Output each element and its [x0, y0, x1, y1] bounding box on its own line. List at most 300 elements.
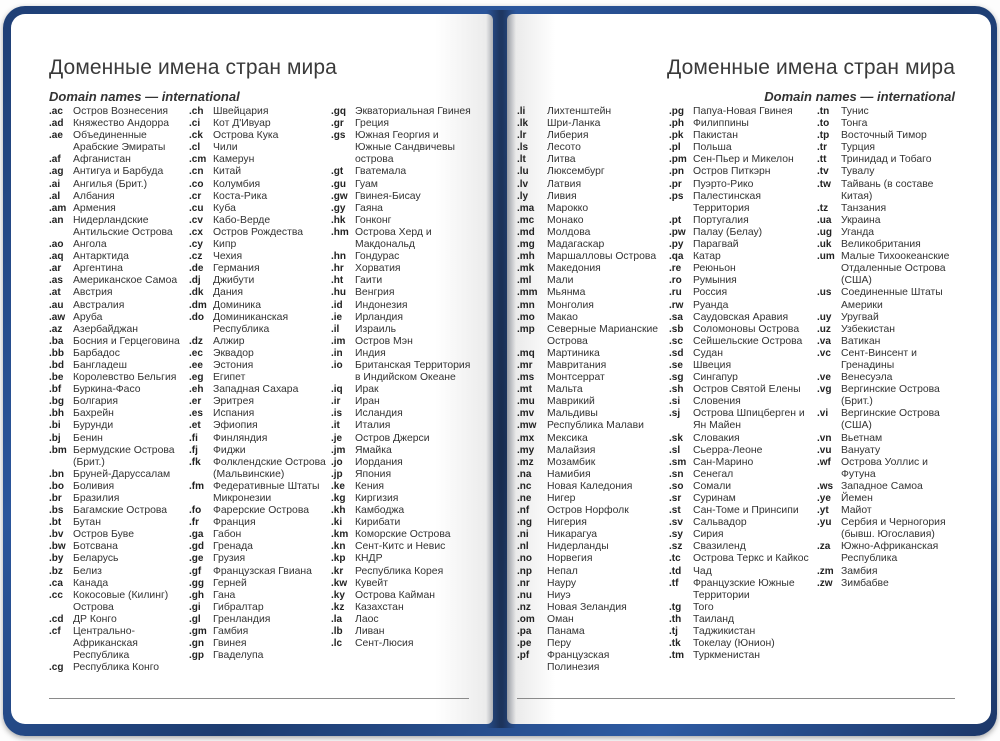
country-name: Туркменистан	[693, 650, 760, 662]
country-name: Белиз	[73, 565, 102, 577]
domain-entry	[49, 469, 194, 481]
country-name: Фиджи	[213, 444, 246, 456]
country-name: Сейшельские Острова	[693, 335, 803, 347]
domain-entry	[49, 445, 194, 469]
country-name: Республика Корея	[355, 565, 444, 577]
country-name: Сент-Винсент и Гренадины	[841, 347, 917, 371]
domain-code: .jo	[331, 456, 343, 468]
country-name: Пуэрто-Рико	[693, 178, 754, 190]
country-name: Сальвадор	[693, 517, 747, 529]
country-name: Гаяна	[355, 202, 383, 214]
country-name: Доминика	[213, 299, 261, 311]
country-name: Пакистан	[693, 130, 738, 142]
domain-entry	[331, 118, 476, 130]
domain-code: .na	[517, 468, 532, 480]
country-name: Нигер	[547, 493, 576, 504]
domain-entry	[189, 130, 334, 142]
domain-entry	[189, 590, 334, 602]
domain-code: .de	[189, 263, 204, 275]
domain-code: .cf	[49, 626, 61, 638]
country-name: Молдова	[547, 226, 591, 238]
domain-entry	[49, 517, 194, 529]
domain-entry	[817, 215, 962, 227]
country-name: Сомали	[693, 480, 732, 492]
domain-code: .tr	[817, 142, 827, 154]
domain-code: .al	[49, 190, 61, 202]
country-name: Беларусь	[73, 553, 119, 565]
domain-entry	[517, 263, 662, 275]
domain-code: .cx	[189, 226, 203, 238]
country-name: Гуам	[355, 178, 378, 190]
domain-entry	[331, 408, 476, 420]
country-name: Мозамбик	[547, 456, 596, 468]
country-name: Фолклендские Острова (Мальвинские)	[213, 456, 326, 480]
country-name: Гонконг	[355, 214, 392, 226]
domain-entry	[517, 650, 662, 674]
country-name: Боливия	[73, 480, 115, 492]
domain-code: .to	[817, 118, 830, 130]
country-name: Вергинские Острова (Брит.)	[841, 384, 940, 408]
country-name: Того	[693, 601, 714, 613]
domain-code: .cr	[189, 190, 202, 202]
domain-entry	[189, 578, 334, 590]
country-name: Федеративные Штаты Микронезии	[213, 480, 320, 504]
country-name: Кувейт	[355, 577, 388, 589]
domain-code: .si	[669, 396, 681, 408]
domain-entry	[517, 300, 662, 312]
domain-entry	[669, 166, 814, 178]
country-name: Сент-Китс и Невис	[355, 541, 446, 553]
domain-code: .sa	[669, 311, 683, 323]
domain-entry	[817, 384, 962, 408]
domain-code: .mx	[517, 432, 535, 444]
country-name: Таджикистан	[693, 626, 756, 638]
domain-code: .ir	[331, 396, 341, 408]
domain-code: .lv	[517, 178, 529, 190]
domain-entry	[517, 191, 662, 203]
domain-entry	[817, 106, 962, 118]
country-name: Объединенные Арабские Эмираты	[73, 130, 166, 154]
domain-entry	[517, 154, 662, 166]
domain-code: .no	[517, 553, 532, 565]
country-name: Кабо-Верде	[213, 214, 271, 226]
country-name: Камбоджа	[355, 505, 405, 517]
country-name: Гватемала	[355, 166, 407, 178]
country-name: Сан-Томе и Принсипи	[693, 505, 799, 517]
country-name: Бруней-Даруссалам	[73, 468, 171, 480]
domain-code: .zm	[817, 565, 834, 577]
domain-code: .ky	[331, 589, 345, 601]
domain-code: .ba	[49, 335, 64, 347]
domain-code: .fj	[189, 444, 198, 456]
country-name: Южная Георгия и Южные Сандвичевы острова	[355, 130, 456, 166]
domain-code: .pg	[669, 106, 684, 117]
domain-code: .gd	[189, 541, 204, 553]
domain-entry	[331, 493, 476, 505]
country-name: Гибралтар	[213, 601, 264, 613]
domain-entry	[331, 360, 476, 384]
domain-code: .wf	[817, 456, 831, 468]
country-name: Германия	[213, 263, 260, 275]
domain-entry	[331, 517, 476, 529]
domain-entry	[517, 433, 662, 445]
domain-entry	[331, 275, 476, 287]
domain-entry	[517, 275, 662, 287]
domain-code: .ao	[49, 239, 64, 251]
domain-code: .ly	[517, 190, 529, 202]
page-divider	[517, 698, 955, 699]
domain-column	[189, 106, 334, 662]
country-name: Шри-Ланка	[547, 118, 601, 130]
country-name: Никарагуа	[547, 529, 598, 541]
country-name: Чили	[213, 142, 238, 154]
country-name: Республика Конго	[73, 662, 160, 674]
domain-entry	[669, 106, 814, 118]
domain-code: .mg	[517, 239, 535, 251]
country-name: Филиппины	[693, 118, 749, 130]
domain-entry	[189, 166, 334, 178]
domain-entry	[517, 469, 662, 481]
domain-entry	[189, 215, 334, 227]
country-name: Герней	[213, 577, 247, 589]
domain-entry	[189, 396, 334, 408]
domain-code: .dk	[189, 287, 204, 299]
domain-code: .nl	[517, 541, 529, 553]
country-name: Хорватия	[355, 263, 401, 275]
country-name: Бангладеш	[73, 359, 127, 371]
country-name: Малые Тихоокеанские Отдаленные Острова (США)	[841, 251, 950, 287]
domain-entry	[669, 505, 814, 517]
country-name: Мадагаскар	[547, 239, 605, 251]
domain-code: .ls	[517, 142, 529, 154]
domain-entry	[331, 300, 476, 312]
country-name: Королевство Бельгия	[73, 372, 177, 384]
domain-entry	[817, 142, 962, 154]
domain-entry	[189, 372, 334, 384]
domain-column	[817, 106, 962, 590]
domain-entry	[669, 614, 814, 626]
domain-entry	[331, 529, 476, 541]
domain-code: .mr	[517, 359, 533, 371]
domain-code: .mh	[517, 251, 535, 263]
country-name: Бахрейн	[73, 408, 114, 420]
domain-code: .gg	[189, 577, 204, 589]
domain-code: .la	[331, 613, 343, 625]
domain-code: .tc	[669, 553, 681, 565]
country-name: Кения	[355, 480, 385, 492]
country-name: Венесуэла	[841, 372, 893, 384]
page-title: Доменные имена стран мира	[49, 56, 337, 79]
domain-entry	[517, 590, 662, 602]
country-name: Монголия	[547, 299, 594, 311]
country-name: Лаос	[355, 613, 379, 625]
domain-code: .gn	[189, 638, 204, 650]
domain-code: .pn	[669, 166, 684, 178]
domain-entry	[49, 312, 194, 324]
domain-entry	[817, 154, 962, 166]
domain-entry	[669, 529, 814, 541]
domain-entry	[49, 420, 194, 432]
country-name: Джибути	[213, 275, 255, 287]
domain-entry	[331, 457, 476, 469]
domain-code: .ch	[189, 106, 204, 117]
country-name: Северные Марианские Острова	[547, 323, 659, 347]
country-name: Таиланд	[693, 613, 735, 625]
page-title: Доменные имена стран мира	[667, 56, 955, 79]
country-name: Италия	[355, 420, 391, 432]
domain-code: .gy	[331, 202, 346, 214]
domain-code: .ua	[817, 214, 832, 226]
domain-code: .cu	[189, 202, 204, 214]
domain-entry	[517, 312, 662, 324]
notebook-spine	[486, 10, 516, 728]
domain-entry	[669, 227, 814, 239]
domain-entry	[669, 433, 814, 445]
domain-code: .tt	[817, 154, 827, 166]
country-name: Норвегия	[547, 553, 593, 565]
domain-code: .az	[49, 323, 63, 335]
domain-entry	[189, 227, 334, 239]
country-name: Венгрия	[355, 287, 395, 299]
domain-entry	[517, 445, 662, 457]
country-name: Малайзия	[547, 444, 596, 456]
country-name: Южно-Африканская Республика	[841, 541, 939, 565]
domain-entry	[331, 638, 476, 650]
domain-column	[49, 106, 194, 674]
domain-entry	[517, 517, 662, 529]
domain-entry	[817, 408, 962, 432]
country-name: Бразилия	[73, 493, 120, 504]
domain-entry	[817, 505, 962, 517]
domain-entry	[189, 408, 334, 420]
country-name: Зимбабве	[841, 577, 889, 589]
domain-entry	[189, 384, 334, 396]
domain-code: .ai	[49, 178, 61, 190]
domain-code: .ms	[517, 372, 535, 384]
domain-code: .lb	[331, 626, 343, 638]
domain-entry	[669, 517, 814, 529]
country-name: Финляндия	[213, 432, 268, 444]
domain-code: .ht	[331, 275, 344, 287]
domain-code: .eh	[189, 384, 204, 396]
domain-code: .je	[331, 432, 343, 444]
country-name: Эфиопия	[213, 420, 258, 432]
country-name: Россия	[693, 287, 728, 299]
country-name: Ирландия	[355, 311, 403, 323]
domain-entry	[49, 578, 194, 590]
country-name: Уганда	[841, 226, 875, 238]
country-name: Монако	[547, 214, 584, 226]
domain-entry	[817, 445, 962, 457]
domain-code: .gp	[189, 650, 204, 662]
domain-entry	[331, 578, 476, 590]
domain-entry	[49, 324, 194, 336]
domain-entry	[189, 541, 334, 553]
domain-entry	[669, 154, 814, 166]
domain-entry	[817, 312, 962, 324]
domain-entry	[817, 566, 962, 578]
country-name: Сьерра-Леоне	[693, 444, 763, 456]
domain-entry	[189, 251, 334, 263]
domain-entry	[331, 469, 476, 481]
domain-entry	[669, 251, 814, 263]
domain-code: .se	[669, 359, 683, 371]
domain-entry	[817, 348, 962, 372]
country-name: Франция	[213, 517, 256, 529]
country-name: Сирия	[693, 529, 724, 541]
domain-entry	[669, 626, 814, 638]
domain-code: .ci	[189, 118, 201, 130]
country-name: Танзания	[841, 202, 887, 214]
domain-entry	[189, 457, 334, 481]
domain-entry	[49, 251, 194, 263]
country-name: Коста-Рика	[213, 190, 268, 202]
domain-entry	[331, 602, 476, 614]
domain-code: .fi	[189, 432, 198, 444]
domain-code: .af	[49, 154, 61, 166]
country-name: Сент-Люсия	[355, 638, 414, 650]
country-name: Намибия	[547, 468, 591, 480]
domain-entry	[189, 433, 334, 445]
domain-entry	[331, 215, 476, 227]
country-name: Чад	[693, 565, 712, 577]
domain-entry	[189, 529, 334, 541]
domain-code: .sr	[669, 493, 682, 504]
domain-code: .aq	[49, 251, 64, 263]
domain-entry	[517, 541, 662, 553]
domain-code: .my	[517, 444, 535, 456]
country-name: Судан	[693, 347, 723, 359]
domain-entry	[669, 578, 814, 602]
country-name: Гаити	[355, 275, 383, 287]
country-name: Лесото	[547, 142, 581, 154]
page-subtitle: Domain names — international	[49, 89, 240, 104]
country-name: Австрия	[73, 287, 113, 299]
domain-entry	[817, 166, 962, 178]
domain-code: .kz	[331, 601, 345, 613]
domain-entry	[189, 517, 334, 529]
country-name: Армения	[73, 202, 116, 214]
domain-code: .tg	[669, 601, 682, 613]
domain-entry	[49, 118, 194, 130]
country-name: Словакия	[693, 432, 740, 444]
country-name: Люксембург	[547, 166, 605, 178]
domain-code: .hr	[331, 263, 344, 275]
domain-code: .ca	[49, 577, 63, 589]
domain-entry	[669, 348, 814, 360]
domain-entry	[669, 602, 814, 614]
country-name: Бутан	[73, 517, 101, 529]
domain-entry	[517, 481, 662, 493]
domain-entry	[49, 662, 194, 674]
country-name: Экваториальная Гвинея	[355, 106, 471, 117]
country-name: Палестинская Территория	[693, 190, 761, 214]
country-name: Катар	[693, 251, 721, 263]
domain-entry	[189, 638, 334, 650]
domain-code: .tw	[817, 178, 831, 190]
domain-entry	[517, 360, 662, 372]
domain-entry	[669, 324, 814, 336]
domain-code: .lu	[517, 166, 529, 178]
domain-entry	[517, 348, 662, 360]
domain-code: .ga	[189, 529, 204, 541]
domain-code: .hu	[331, 287, 346, 299]
country-name: Острова Шпицберген и Ян Майен	[693, 408, 805, 432]
domain-entry	[517, 118, 662, 130]
domain-code: .jm	[331, 444, 346, 456]
domain-code: .mq	[517, 347, 535, 359]
domain-code: .so	[669, 480, 684, 492]
country-name: Эквадор	[213, 347, 254, 359]
domain-entry	[189, 275, 334, 287]
domain-entry	[817, 336, 962, 348]
domain-code: .km	[331, 529, 349, 541]
domain-code: .ru	[669, 287, 682, 299]
country-name: Сан-Марино	[693, 456, 754, 468]
country-name: Албания	[73, 190, 115, 202]
country-name: Сенегал	[693, 468, 734, 480]
domain-code: .va	[817, 335, 831, 347]
domain-entry	[331, 203, 476, 215]
country-name: Узбекистан	[841, 323, 895, 335]
domain-code: .pf	[517, 650, 530, 662]
country-name: Гвинея	[213, 638, 247, 650]
domain-code: .sh	[669, 384, 684, 396]
domain-code: .at	[49, 287, 61, 299]
domain-code: .dz	[189, 335, 203, 347]
country-name: Доминиканская Республика	[213, 311, 289, 335]
country-name: Греция	[355, 118, 389, 130]
domain-entry	[189, 154, 334, 166]
country-name: Остров Святой Елены	[693, 384, 801, 396]
country-name: Камерун	[213, 154, 255, 166]
domain-code: .mn	[517, 299, 535, 311]
domain-code: .py	[669, 239, 684, 251]
domain-entry	[49, 481, 194, 493]
domain-entry	[331, 263, 476, 275]
domain-code: .rw	[669, 299, 684, 311]
country-name: Вануату	[841, 444, 881, 456]
domain-entry	[517, 457, 662, 469]
domain-entry	[331, 590, 476, 602]
domain-entry	[189, 142, 334, 154]
domain-entry	[331, 541, 476, 553]
country-name: Индонезия	[355, 299, 408, 311]
domain-code: .bd	[49, 359, 64, 371]
domain-entry	[817, 118, 962, 130]
domain-code: .gh	[189, 589, 204, 601]
domain-entry	[669, 469, 814, 481]
domain-entry	[49, 541, 194, 553]
domain-entry	[517, 505, 662, 517]
domain-entry	[669, 263, 814, 275]
domain-code: .zw	[817, 577, 833, 589]
page-subtitle: Domain names — international	[764, 89, 955, 104]
country-name: КНДР	[355, 553, 383, 565]
country-name: Остров Мэн	[355, 335, 413, 347]
domain-code: .br	[49, 493, 62, 504]
domain-entry	[817, 517, 962, 541]
domain-code: .hk	[331, 214, 346, 226]
domain-entry	[49, 566, 194, 578]
country-name: Саудовская Аравия	[693, 311, 789, 323]
domain-entry	[517, 239, 662, 251]
country-name: Ангилья (Брит.)	[73, 178, 148, 190]
country-name: Маврикий	[547, 396, 595, 408]
domain-entry	[669, 130, 814, 142]
country-name: Палау (Белау)	[693, 226, 763, 238]
domain-code: .li	[517, 106, 526, 117]
